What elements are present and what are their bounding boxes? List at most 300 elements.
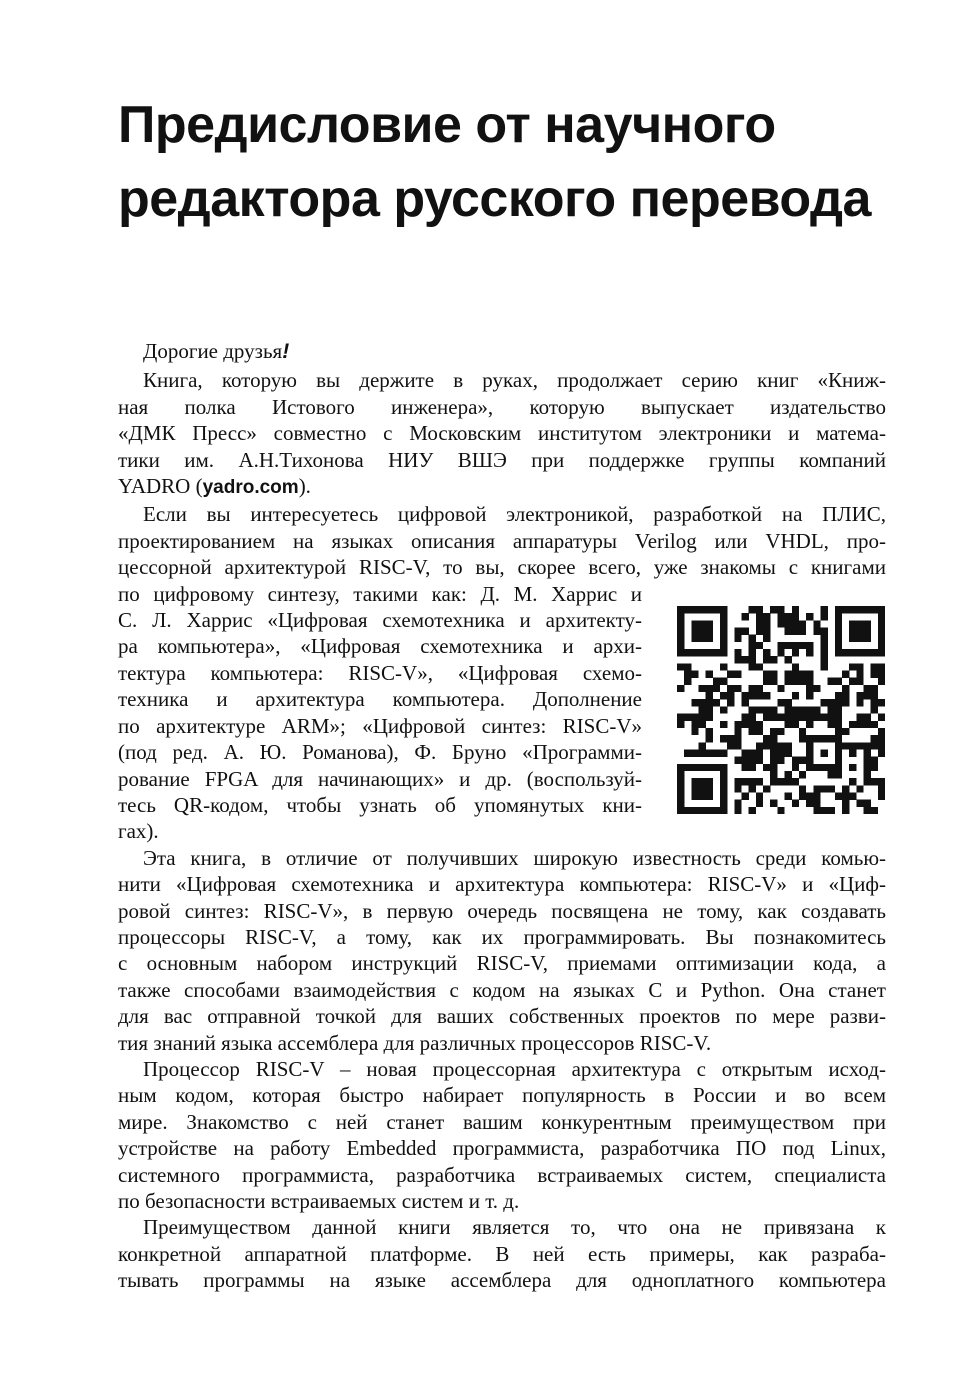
qr-module [756, 749, 763, 756]
qr-module [878, 735, 885, 742]
qr-module [820, 663, 827, 670]
qr-module [785, 699, 792, 706]
qr-module [756, 606, 763, 613]
text-line: Преимуществом данной книги является то, что она не привязана к [143, 1215, 886, 1240]
qr-module [720, 613, 727, 620]
qr-module [720, 642, 727, 649]
qr-module [785, 620, 792, 627]
qr-module [770, 656, 777, 663]
qr-module [713, 807, 720, 814]
qr-module [770, 757, 777, 764]
qr-module [763, 649, 770, 656]
qr-module [677, 807, 684, 814]
title-line-2: редактора русского перевода [118, 170, 871, 228]
qr-module [691, 649, 698, 656]
qr-module [835, 764, 842, 771]
qr-module [777, 778, 784, 785]
qr-module [849, 663, 856, 670]
qr-module [742, 699, 749, 706]
qr-module [806, 692, 813, 699]
qr-module [734, 685, 741, 692]
qr-module [871, 735, 878, 742]
qr-module [813, 628, 820, 635]
qr-module [878, 742, 885, 749]
qr-module [792, 671, 799, 678]
qr-module [706, 714, 713, 721]
text-line: нити «Цифровая схемотехника и архитектура компьютера: RISC-V» и «Циф- [118, 872, 886, 897]
qr-module [792, 757, 799, 764]
qr-module [770, 606, 777, 613]
qr-module [835, 620, 842, 627]
qr-module [742, 764, 749, 771]
qr-module [684, 663, 691, 670]
qr-module [677, 635, 684, 642]
qr-module [785, 714, 792, 721]
qr-module [871, 671, 878, 678]
qr-module [734, 721, 741, 728]
qr-module [849, 749, 856, 756]
qr-module [799, 714, 806, 721]
qr-module [856, 721, 863, 728]
qr-module [820, 699, 827, 706]
qr-module [856, 678, 863, 685]
qr-module [691, 714, 698, 721]
qr-module [792, 628, 799, 635]
qr-module [756, 692, 763, 699]
qr-module [691, 792, 698, 799]
qr-module [720, 649, 727, 656]
qr-module [856, 620, 863, 627]
text-line: цессорной архитектурой RISC-V, то вы, скорее всего, уже знакомы с книгами [118, 555, 886, 580]
qr-module [756, 706, 763, 713]
qr-module [756, 685, 763, 692]
qr-module [799, 792, 806, 799]
qr-module [878, 714, 885, 721]
qr-module [806, 649, 813, 656]
text-line: тесь QR-кодом, чтобы узнать об упомянутых кни- [118, 792, 642, 817]
qr-module [785, 742, 792, 749]
qr-module [713, 649, 720, 656]
qr-module [777, 606, 784, 613]
qr-module [871, 692, 878, 699]
qr-module [706, 778, 713, 785]
qr-module [720, 778, 727, 785]
qr-module [785, 706, 792, 713]
qr-module [677, 613, 684, 620]
qr-module [863, 606, 870, 613]
qr-module [749, 728, 756, 735]
qr-module [806, 685, 813, 692]
qr-module [828, 678, 835, 685]
qr-module [835, 706, 842, 713]
text-line: Эта книга, в отличие от получивших широкую известность среди комью- [143, 845, 886, 870]
qr-module [756, 628, 763, 635]
qr-module [849, 649, 856, 656]
qr-module [756, 742, 763, 749]
qr-module [828, 807, 835, 814]
qr-module [842, 699, 849, 706]
text-line: тики им. А.Н.Тихонова НИУ ВШЭ при поддержке группы компаний [118, 447, 886, 472]
qr-module [699, 807, 706, 814]
qr-module [792, 678, 799, 685]
qr-module [820, 785, 827, 792]
preface-body [118, 338, 886, 1294]
qr-module [842, 692, 849, 699]
qr-module [720, 764, 727, 771]
qr-module [749, 778, 756, 785]
qr-module [677, 642, 684, 649]
qr-module [849, 635, 856, 642]
qr-module [677, 620, 684, 627]
qr-module [677, 771, 684, 778]
qr-module [842, 685, 849, 692]
qr-module [849, 742, 856, 749]
qr-module [871, 706, 878, 713]
paragraph-risc-v [118, 1056, 886, 1214]
qr-module [763, 678, 770, 685]
qr-module [835, 635, 842, 642]
qr-module [720, 785, 727, 792]
qr-module [856, 663, 863, 670]
qr-module [763, 613, 770, 620]
qr-module [756, 792, 763, 799]
qr-module [734, 671, 741, 678]
qr-module [706, 706, 713, 713]
qr-module [813, 800, 820, 807]
qr-module [727, 692, 734, 699]
qr-module [677, 649, 684, 656]
qr-module [835, 606, 842, 613]
qr-module [828, 706, 835, 713]
qr-module [691, 699, 698, 706]
qr-module [799, 706, 806, 713]
qr-module [863, 771, 870, 778]
qr-module [835, 749, 842, 756]
qr-module [706, 785, 713, 792]
qr-module [734, 757, 741, 764]
qr-module [799, 642, 806, 649]
qr-module [799, 678, 806, 685]
text-line: по цифровому синтезу, такими как: Д. М. Харрис и [118, 581, 642, 606]
qr-module [785, 778, 792, 785]
qr-module [720, 620, 727, 627]
qr-module [842, 606, 849, 613]
qr-module [835, 678, 842, 685]
qr-module [777, 714, 784, 721]
qr-module [720, 628, 727, 635]
qr-module [734, 656, 741, 663]
qr-module [763, 735, 770, 742]
qr-module [763, 635, 770, 642]
qr-module [806, 721, 813, 728]
qr-module [742, 613, 749, 620]
qr-module [835, 728, 842, 735]
qr-module [734, 807, 741, 814]
qr-module [835, 792, 842, 799]
qr-module [691, 606, 698, 613]
qr-module [785, 613, 792, 620]
qr-module [677, 792, 684, 799]
qr-module [777, 757, 784, 764]
qr-module [878, 635, 885, 642]
qr-module [856, 671, 863, 678]
qr-module [763, 620, 770, 627]
qr-module [871, 742, 878, 749]
salutation-text: Дорогие друзья [143, 339, 283, 363]
qr-code-icon [677, 605, 885, 815]
text-fragment: ). [298, 474, 311, 499]
qr-module [763, 671, 770, 678]
text-line: ным кодом, которая быстро набирает популярность в России и во всем [118, 1083, 886, 1108]
qr-module [799, 671, 806, 678]
qr-module [684, 671, 691, 678]
qr-module [706, 735, 713, 742]
qr-module [806, 678, 813, 685]
qr-module [742, 792, 749, 799]
qr-module [842, 742, 849, 749]
qr-module [706, 606, 713, 613]
qr-module [849, 721, 856, 728]
qr-module [871, 699, 878, 706]
qr-module [677, 606, 684, 613]
qr-module [691, 764, 698, 771]
qr-module [699, 721, 706, 728]
qr-module [792, 642, 799, 649]
qr-module [842, 785, 849, 792]
qr-module [699, 792, 706, 799]
qr-module [770, 671, 777, 678]
qr-module [706, 635, 713, 642]
qr-module [806, 749, 813, 756]
qr-module [713, 699, 720, 706]
qr-module [770, 678, 777, 685]
qr-module [799, 771, 806, 778]
yadro-link[interactable]: yadro.com [202, 477, 299, 499]
qr-module [785, 792, 792, 799]
qr-module [871, 685, 878, 692]
qr-module [720, 800, 727, 807]
qr-module [806, 757, 813, 764]
qr-module [742, 757, 749, 764]
qr-module [691, 778, 698, 785]
qr-module [863, 685, 870, 692]
qr-module [835, 699, 842, 706]
qr-module [749, 606, 756, 613]
qr-module [777, 728, 784, 735]
text-line: (под ред. А. Ю. Романова), Ф. Бруно «Программи- [118, 740, 642, 765]
qr-module [777, 620, 784, 627]
qr-module [770, 735, 777, 742]
qr-module [770, 800, 777, 807]
text-line: процессоры RISC-V, а тому, как их программировать. Вы познакомитесь [118, 924, 886, 949]
qr-module [856, 692, 863, 699]
qr-module [785, 656, 792, 663]
qr-module [863, 742, 870, 749]
qr-module [806, 792, 813, 799]
qr-module [720, 792, 727, 799]
qr-module [799, 757, 806, 764]
qr-module [842, 807, 849, 814]
qr-module [871, 721, 878, 728]
text-line: тия знаний языка ассемблера для различных процессоров RISC-V. [118, 1030, 712, 1055]
qr-module [763, 742, 770, 749]
qr-module [734, 635, 741, 642]
text-line: ная полка Истового инженера», которую выпускает издательство [118, 394, 886, 419]
qr-module [756, 620, 763, 627]
text-line: тывать программы на языке ассемблера для одноплатного компьютера [118, 1268, 886, 1293]
text-line: С. Л. Харрис «Цифровая схемотехника и архитекту- [118, 608, 642, 633]
qr-module [706, 685, 713, 692]
qr-module [777, 699, 784, 706]
qr-module [813, 735, 820, 742]
qr-module [828, 771, 835, 778]
salutation [118, 338, 886, 365]
qr-module [878, 663, 885, 670]
qr-module [677, 785, 684, 792]
qr-module [863, 764, 870, 771]
text-line: тектура компьютера: RISC-V», «Цифровая схемо- [118, 660, 642, 685]
qr-module [742, 714, 749, 721]
qr-module [706, 671, 713, 678]
qr-module [849, 778, 856, 785]
qr-module [820, 606, 827, 613]
text-line: проектированием на языках описания аппаратуры Verilog или VHDL, про- [118, 528, 886, 553]
qr-module [734, 728, 741, 735]
text-line: Процессор RISC-V – новая процессорная архитектура с открытым исход- [143, 1056, 886, 1081]
qr-module [828, 699, 835, 706]
qr-module [856, 606, 863, 613]
qr-module [792, 714, 799, 721]
qr-module [720, 807, 727, 814]
qr-module [806, 800, 813, 807]
qr-module [878, 792, 885, 799]
qr-module [835, 642, 842, 649]
paragraph-about-book [118, 845, 886, 1056]
qr-module [842, 671, 849, 678]
qr-code[interactable] [677, 605, 885, 815]
qr-module [792, 663, 799, 670]
qr-module [742, 692, 749, 699]
qr-module [835, 771, 842, 778]
qr-module [799, 735, 806, 742]
qr-module [756, 721, 763, 728]
qr-module [785, 749, 792, 756]
qr-module [699, 685, 706, 692]
qr-module [749, 714, 756, 721]
qr-module [720, 678, 727, 685]
qr-module [720, 635, 727, 642]
qr-module [713, 764, 720, 771]
qr-module [813, 785, 820, 792]
qr-module [699, 699, 706, 706]
qr-module [849, 628, 856, 635]
qr-module [792, 606, 799, 613]
qr-module [699, 620, 706, 627]
qr-module [756, 757, 763, 764]
qr-module [828, 721, 835, 728]
text-line: «ДМК Пресс» совместно с Московским институтом электроники и матема- [118, 421, 886, 446]
qr-module [806, 742, 813, 749]
qr-module [749, 685, 756, 692]
qr-module [734, 735, 741, 742]
qr-module [684, 714, 691, 721]
qr-module [785, 671, 792, 678]
qr-module [749, 757, 756, 764]
qr-module [785, 678, 792, 685]
qr-module [856, 628, 863, 635]
qr-module [742, 628, 749, 635]
qr-module [799, 785, 806, 792]
qr-module [835, 721, 842, 728]
qr-module [713, 678, 720, 685]
qr-module [706, 699, 713, 706]
qr-module [763, 656, 770, 663]
qr-module [828, 764, 835, 771]
text-line: также способами взаимодействия с кодом на языках C и Python. Она станет [118, 977, 886, 1002]
title-line-1: Предисловие от научного [118, 96, 776, 154]
qr-module [770, 728, 777, 735]
qr-module [785, 721, 792, 728]
qr-module [835, 692, 842, 699]
qr-module [706, 792, 713, 799]
qr-module [749, 649, 756, 656]
qr-module [684, 606, 691, 613]
qr-module [706, 649, 713, 656]
qr-module [792, 800, 799, 807]
text-line: системного программиста, разработчика встраиваемых систем, специалиста [118, 1162, 886, 1187]
qr-module [820, 764, 827, 771]
qr-module [820, 642, 827, 649]
qr-module [820, 628, 827, 635]
qr-module [734, 742, 741, 749]
qr-module [691, 749, 698, 756]
qr-module [706, 807, 713, 814]
qr-module [727, 742, 734, 749]
qr-module [806, 714, 813, 721]
qr-module [713, 749, 720, 756]
qr-module [677, 628, 684, 635]
qr-module [878, 749, 885, 756]
text-line [118, 473, 886, 501]
qr-module [856, 649, 863, 656]
qr-module [878, 620, 885, 627]
qr-module [691, 728, 698, 735]
qr-module [792, 721, 799, 728]
qr-module [820, 735, 827, 742]
qr-module [820, 656, 827, 663]
qr-module [863, 800, 870, 807]
text-line: по безопасности встраиваемых систем и т. д. [118, 1189, 520, 1213]
qr-module [871, 778, 878, 785]
qr-module [842, 728, 849, 735]
qr-module [792, 692, 799, 699]
qr-module [820, 613, 827, 620]
qr-module [770, 714, 777, 721]
qr-module [727, 699, 734, 706]
qr-module [806, 613, 813, 620]
qr-module [878, 778, 885, 785]
qr-module [756, 778, 763, 785]
qr-module [699, 778, 706, 785]
qr-module [785, 642, 792, 649]
qr-module [720, 706, 727, 713]
qr-module [742, 721, 749, 728]
text-line: рование FPGA для начинающих» и др. (воспользуй- [118, 766, 642, 791]
paragraph-advantage [118, 1214, 886, 1293]
qr-module [863, 778, 870, 785]
qr-module [749, 721, 756, 728]
qr-module [835, 742, 842, 749]
